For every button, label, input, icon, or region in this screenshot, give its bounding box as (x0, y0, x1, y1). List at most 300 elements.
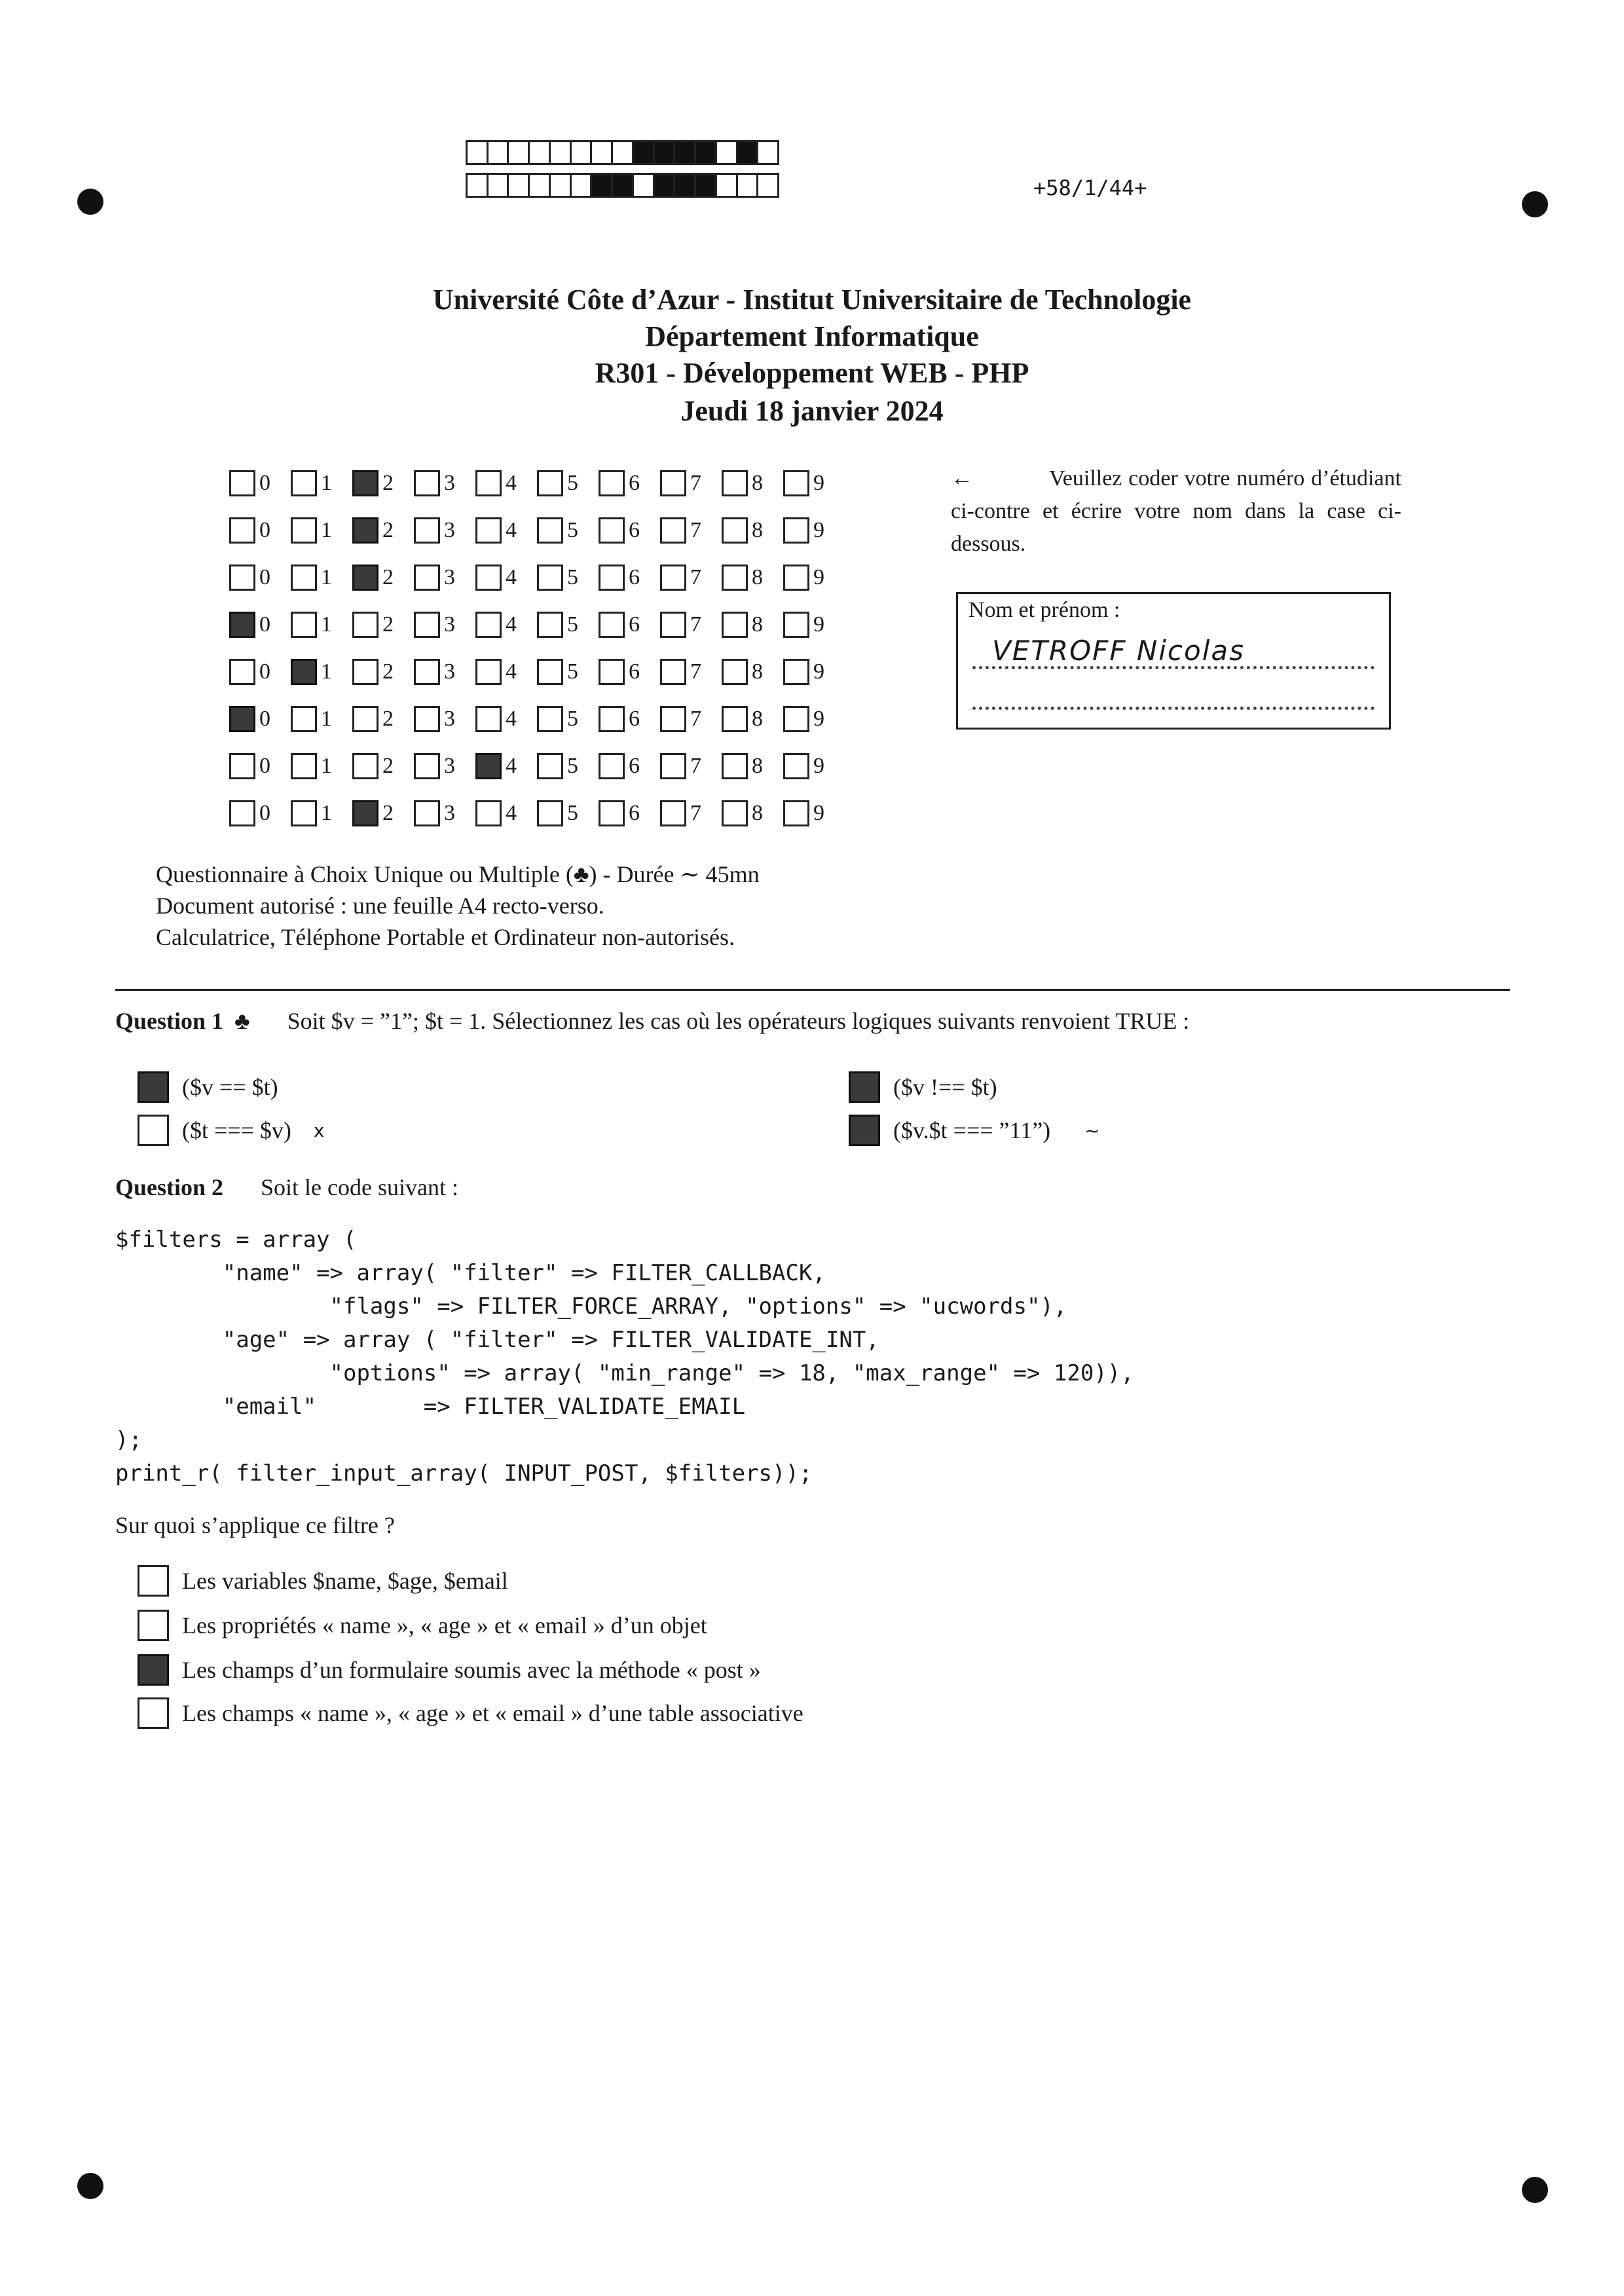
barcode-cell (611, 140, 634, 165)
digit-cell[interactable] (229, 470, 291, 496)
digit-checkbox[interactable] (660, 706, 686, 732)
digit-cell[interactable] (475, 706, 537, 732)
digit-checkbox[interactable] (352, 659, 378, 685)
digit-label: 0 (259, 754, 270, 778)
digit-cell[interactable] (229, 800, 291, 826)
digit-label: 2 (382, 471, 394, 495)
digit-cell[interactable] (783, 470, 845, 496)
digit-cell[interactable] (352, 565, 414, 591)
student-number-grid (229, 460, 845, 837)
digit-cell[interactable] (414, 706, 475, 732)
digit-label: 8 (752, 471, 763, 495)
digit-cell[interactable] (537, 612, 599, 638)
digit-checkbox[interactable] (537, 565, 563, 591)
digit-label: 2 (382, 707, 394, 731)
digit-label: 6 (629, 565, 640, 589)
student-number-row (229, 507, 845, 554)
digit-cell[interactable] (660, 612, 722, 638)
digit-label: 1 (321, 565, 332, 589)
digit-cell[interactable] (660, 470, 722, 496)
digit-checkbox[interactable] (722, 753, 748, 779)
q1-option-2[interactable] (849, 1071, 997, 1103)
barcode-cell (549, 140, 572, 165)
digit-checkbox[interactable] (660, 612, 686, 638)
digit-cell[interactable] (660, 706, 722, 732)
digit-label: 0 (259, 565, 270, 589)
q1-option-1-checkbox[interactable] (138, 1071, 169, 1103)
digit-checkbox[interactable] (229, 706, 255, 732)
digit-label: 7 (690, 801, 701, 825)
digit-cell[interactable] (660, 659, 722, 685)
registration-mark-top-left (77, 189, 103, 215)
q2-option-4-text: Les champs « name », « age » et « email » d’une table associative (182, 1700, 803, 1726)
digit-checkbox[interactable] (599, 753, 625, 779)
digit-cell[interactable] (475, 612, 537, 638)
digit-cell[interactable] (291, 659, 352, 685)
digit-cell[interactable] (414, 565, 475, 591)
digit-checkbox[interactable] (537, 753, 563, 779)
digit-checkbox[interactable] (414, 706, 440, 732)
digit-label: 2 (382, 801, 394, 825)
q2-option-2[interactable] (138, 1610, 707, 1641)
digit-cell[interactable] (537, 517, 599, 544)
digit-cell[interactable] (229, 706, 291, 732)
digit-cell[interactable] (352, 800, 414, 826)
digit-cell[interactable] (783, 612, 845, 638)
digit-checkbox[interactable] (475, 659, 502, 685)
digit-checkbox[interactable] (352, 706, 378, 732)
digit-checkbox[interactable] (783, 706, 809, 732)
digit-cell[interactable] (414, 753, 475, 779)
digit-label: 6 (629, 612, 640, 637)
digit-checkbox[interactable] (475, 753, 502, 779)
digit-cell[interactable] (537, 470, 599, 496)
instructions-text: Veuillez coder votre numéro d’étudiant ci-contre et écrire votre nom dans la case ci-dessous. (951, 466, 1401, 556)
digit-checkbox[interactable] (660, 753, 686, 779)
arrow-left-icon: ← (951, 466, 973, 491)
q1-option-3-mark: x (313, 1119, 325, 1141)
digit-label: 2 (382, 565, 394, 589)
barcode-cell (632, 140, 655, 165)
digit-label: 7 (690, 707, 701, 731)
digit-checkbox[interactable] (475, 565, 502, 591)
digit-checkbox[interactable] (229, 612, 255, 638)
digit-label: 6 (629, 471, 640, 495)
digit-checkbox[interactable] (229, 800, 255, 826)
question-2-label: Question 2 (115, 1174, 224, 1200)
digit-label: 5 (567, 565, 578, 589)
barcode-cell (487, 140, 509, 165)
digit-label: 5 (567, 707, 578, 731)
barcode-cell (611, 173, 634, 198)
digit-label: 6 (629, 707, 640, 731)
digit-cell[interactable] (352, 706, 414, 732)
student-number-row (229, 601, 845, 648)
digit-checkbox[interactable] (475, 470, 502, 496)
barcode-cell (715, 173, 738, 198)
digit-label: 7 (690, 754, 701, 778)
digit-checkbox[interactable] (352, 800, 378, 826)
digit-label: 0 (259, 801, 270, 825)
digit-label: 8 (752, 754, 763, 778)
digit-checkbox[interactable] (660, 659, 686, 685)
header-course: R301 - Développement WEB - PHP (595, 357, 1029, 389)
digit-checkbox[interactable] (229, 470, 255, 496)
digit-label: 9 (813, 801, 824, 825)
digit-checkbox[interactable] (352, 517, 378, 544)
digit-label: 2 (382, 659, 394, 684)
sheet-reference: +58/1/44+ (1033, 176, 1147, 200)
digit-cell[interactable] (291, 565, 352, 591)
digit-label: 7 (690, 471, 701, 495)
digit-label: 5 (567, 801, 578, 825)
digit-label: 9 (813, 612, 824, 637)
exam-info-line-2: Document autorisé : une feuille A4 recto-verso. (156, 893, 604, 919)
name-box[interactable] (956, 592, 1391, 730)
q1-option-4[interactable] (849, 1115, 1100, 1146)
digit-label: 0 (259, 518, 270, 542)
digit-checkbox[interactable] (722, 517, 748, 544)
digit-cell[interactable] (291, 612, 352, 638)
q2-option-4[interactable] (138, 1697, 803, 1729)
digit-cell[interactable] (537, 753, 599, 779)
barcode-cell (694, 173, 717, 198)
digit-label: 8 (752, 565, 763, 589)
digit-checkbox[interactable] (660, 800, 686, 826)
digit-checkbox[interactable] (475, 800, 502, 826)
digit-cell[interactable] (475, 517, 537, 544)
digit-label: 0 (259, 471, 270, 495)
barcode-cell (590, 173, 613, 198)
digit-checkbox[interactable] (722, 659, 748, 685)
digit-checkbox[interactable] (537, 800, 563, 826)
digit-cell[interactable] (291, 706, 352, 732)
digit-label: 9 (813, 659, 824, 684)
digit-cell[interactable] (537, 706, 599, 732)
php-code-block: $filters = array ( "name" => array( "filter" => FILTER_CALLBACK, "flags" => FILTER_FORCE_ARRAY, "options" => "ucwords"), "age" => array ( "filter" => FILTER_VALIDATE_INT, "options" => array( "min_range" => 18, "max_range" => 120)), "email" => FILTER_VALIDATE_EMAIL ); print_r( filter_input_array( INPUT_POST, $filters)); (115, 1227, 1134, 1487)
digit-checkbox[interactable] (722, 612, 748, 638)
digit-cell[interactable] (783, 517, 845, 544)
digit-cell[interactable] (599, 517, 660, 544)
digit-cell[interactable] (722, 753, 783, 779)
q1-option-4-text: ($v.$t === ”11”) (893, 1117, 1051, 1143)
digit-checkbox[interactable] (660, 565, 686, 591)
digit-checkbox[interactable] (414, 565, 440, 591)
digit-checkbox[interactable] (291, 659, 317, 685)
q1-option-3-checkbox[interactable] (138, 1115, 169, 1146)
digit-cell[interactable] (414, 659, 475, 685)
digit-checkbox[interactable] (229, 753, 255, 779)
digit-label: 9 (813, 518, 824, 542)
digit-cell[interactable] (599, 612, 660, 638)
digit-label: 5 (567, 659, 578, 684)
digit-checkbox[interactable] (722, 800, 748, 826)
digit-label: 3 (444, 565, 455, 589)
digit-label: 4 (506, 518, 517, 542)
digit-checkbox[interactable] (722, 706, 748, 732)
q2-option-1-checkbox[interactable] (138, 1565, 169, 1597)
barcode-cell (756, 173, 779, 198)
digit-checkbox[interactable] (599, 612, 625, 638)
q2-option-1-text: Les variables $name, $age, $email (182, 1568, 508, 1594)
q2-option-3-checkbox[interactable] (138, 1654, 169, 1686)
digit-label: 0 (259, 612, 270, 637)
digit-checkbox[interactable] (783, 659, 809, 685)
digit-checkbox[interactable] (291, 470, 317, 496)
digit-cell[interactable] (660, 565, 722, 591)
barcode-cell (653, 140, 676, 165)
digit-label: 4 (506, 612, 517, 637)
digit-checkbox[interactable] (722, 470, 748, 496)
digit-label: 8 (752, 659, 763, 684)
digit-checkbox[interactable] (291, 800, 317, 826)
digit-checkbox[interactable] (291, 753, 317, 779)
digit-checkbox[interactable] (783, 470, 809, 496)
barcode-cell (466, 173, 489, 198)
digit-label: 7 (690, 518, 701, 542)
digit-cell[interactable] (352, 659, 414, 685)
digit-label: 9 (813, 471, 824, 495)
digit-cell[interactable] (599, 565, 660, 591)
q2-option-2-checkbox[interactable] (138, 1610, 169, 1641)
digit-checkbox[interactable] (783, 800, 809, 826)
digit-cell[interactable] (537, 659, 599, 685)
digit-label: 5 (567, 612, 578, 637)
q1-option-3-text: ($t === $v) (182, 1117, 291, 1143)
digit-label: 7 (690, 659, 701, 684)
digit-checkbox[interactable] (291, 706, 317, 732)
digit-label: 1 (321, 612, 332, 637)
digit-cell[interactable] (475, 800, 537, 826)
q1-option-4-checkbox[interactable] (849, 1115, 880, 1146)
digit-cell[interactable] (722, 800, 783, 826)
digit-checkbox[interactable] (599, 659, 625, 685)
digit-cell[interactable] (229, 517, 291, 544)
digit-label: 3 (444, 707, 455, 731)
question-2-text: Soit le code suivant : (261, 1174, 458, 1200)
digit-checkbox[interactable] (291, 565, 317, 591)
digit-checkbox[interactable] (537, 612, 563, 638)
exam-info-line-1: Questionnaire à Choix Unique ou Multiple (♣) - Durée ∼ 45mn (156, 861, 760, 887)
digit-cell[interactable] (722, 706, 783, 732)
digit-label: 2 (382, 754, 394, 778)
digit-cell[interactable] (599, 470, 660, 496)
digit-checkbox[interactable] (475, 517, 502, 544)
digit-label: 4 (506, 471, 517, 495)
digit-cell[interactable] (660, 517, 722, 544)
digit-checkbox[interactable] (229, 517, 255, 544)
digit-label: 4 (506, 565, 517, 589)
digit-cell[interactable] (722, 517, 783, 544)
digit-checkbox[interactable] (660, 517, 686, 544)
digit-cell[interactable] (229, 565, 291, 591)
digit-checkbox[interactable] (414, 659, 440, 685)
digit-label: 3 (444, 612, 455, 637)
digit-checkbox[interactable] (599, 517, 625, 544)
header-department: Département Informatique (645, 320, 979, 352)
digit-checkbox[interactable] (783, 612, 809, 638)
barcode-cell (756, 140, 779, 165)
digit-checkbox[interactable] (229, 565, 255, 591)
digit-checkbox[interactable] (783, 753, 809, 779)
digit-checkbox[interactable] (352, 470, 378, 496)
digit-cell[interactable] (599, 753, 660, 779)
digit-cell[interactable] (783, 565, 845, 591)
barcode-cell (715, 140, 738, 165)
digit-label: 1 (321, 707, 332, 731)
digit-cell[interactable] (291, 753, 352, 779)
digit-label: 5 (567, 754, 578, 778)
digit-cell[interactable] (722, 565, 783, 591)
digit-checkbox[interactable] (414, 517, 440, 544)
digit-cell[interactable] (291, 800, 352, 826)
digit-cell[interactable] (475, 565, 537, 591)
digit-cell[interactable] (414, 517, 475, 544)
digit-cell[interactable] (414, 470, 475, 496)
dotted-line-2 (972, 707, 1375, 710)
q1-option-2-checkbox[interactable] (849, 1071, 880, 1103)
digit-checkbox[interactable] (599, 565, 625, 591)
digit-cell[interactable] (599, 800, 660, 826)
digit-cell[interactable] (783, 800, 845, 826)
digit-cell[interactable] (537, 565, 599, 591)
student-number-row (229, 790, 845, 837)
digit-checkbox[interactable] (414, 800, 440, 826)
digit-label: 9 (813, 707, 824, 731)
digit-cell[interactable] (722, 470, 783, 496)
digit-checkbox[interactable] (291, 612, 317, 638)
digit-checkbox[interactable] (229, 659, 255, 685)
digit-label: 5 (567, 471, 578, 495)
digit-label: 5 (567, 518, 578, 542)
dotted-line-1 (972, 666, 1375, 669)
digit-label: 3 (444, 754, 455, 778)
digit-checkbox[interactable] (352, 753, 378, 779)
digit-checkbox[interactable] (599, 470, 625, 496)
barcode-row-2 (468, 173, 779, 198)
digit-cell[interactable] (229, 659, 291, 685)
digit-checkbox[interactable] (660, 470, 686, 496)
barcode-cell (570, 140, 593, 165)
digit-checkbox[interactable] (414, 753, 440, 779)
digit-cell[interactable] (414, 800, 475, 826)
digit-label: 4 (506, 659, 517, 684)
digit-checkbox[interactable] (537, 706, 563, 732)
digit-cell[interactable] (599, 706, 660, 732)
name-label: Nom et prénom : (969, 598, 1120, 622)
handwritten-name: VETROFF Nicolas (992, 635, 1245, 667)
digit-label: 4 (506, 707, 517, 731)
digit-label: 6 (629, 754, 640, 778)
digit-label: 6 (629, 801, 640, 825)
digit-label: 3 (444, 518, 455, 542)
digit-label: 6 (629, 659, 640, 684)
barcode-cell (736, 173, 759, 198)
digit-cell[interactable] (291, 470, 352, 496)
digit-cell[interactable] (475, 753, 537, 779)
digit-checkbox[interactable] (475, 706, 502, 732)
q1-option-1[interactable] (138, 1071, 278, 1103)
barcode-cell (507, 173, 530, 198)
digit-label: 7 (690, 565, 701, 589)
q1-option-2-text: ($v !== $t) (893, 1074, 997, 1100)
digit-label: 3 (444, 659, 455, 684)
digit-cell[interactable] (599, 659, 660, 685)
digit-checkbox[interactable] (783, 565, 809, 591)
digit-cell[interactable] (229, 753, 291, 779)
q1-option-3[interactable] (138, 1115, 324, 1146)
digit-cell[interactable] (352, 753, 414, 779)
digit-label: 1 (321, 518, 332, 542)
digit-checkbox[interactable] (352, 565, 378, 591)
digit-cell[interactable] (722, 659, 783, 685)
digit-label: 4 (506, 801, 517, 825)
q2-option-1[interactable] (138, 1565, 508, 1597)
digit-checkbox[interactable] (722, 565, 748, 591)
digit-cell[interactable] (475, 659, 537, 685)
barcode-cell (694, 140, 717, 165)
digit-cell[interactable] (352, 517, 414, 544)
digit-cell[interactable] (722, 612, 783, 638)
digit-cell[interactable] (475, 470, 537, 496)
digit-cell[interactable] (783, 659, 845, 685)
digit-label: 8 (752, 801, 763, 825)
digit-cell[interactable] (352, 612, 414, 638)
digit-label: 8 (752, 707, 763, 731)
student-number-row (229, 460, 845, 507)
digit-cell[interactable] (414, 612, 475, 638)
header-university: Université Côte d’Azur - Institut Universitaire de Technologie (432, 284, 1192, 316)
digit-checkbox[interactable] (475, 612, 502, 638)
digit-checkbox[interactable] (291, 517, 317, 544)
digit-label: 0 (259, 659, 270, 684)
q1-option-4-mark: ~ (1084, 1119, 1100, 1141)
digit-label: 1 (321, 659, 332, 684)
digit-checkbox[interactable] (537, 659, 563, 685)
q2-option-3[interactable] (138, 1654, 761, 1686)
digit-cell[interactable] (291, 517, 352, 544)
digit-checkbox[interactable] (352, 612, 378, 638)
digit-label: 7 (690, 612, 701, 637)
digit-cell[interactable] (660, 753, 722, 779)
barcode-cell (466, 140, 489, 165)
q2-option-4-checkbox[interactable] (138, 1697, 169, 1729)
registration-mark-bottom-right (1522, 2177, 1548, 2203)
digit-cell[interactable] (537, 800, 599, 826)
instructions (951, 462, 1401, 561)
digit-cell[interactable] (352, 470, 414, 496)
digit-checkbox[interactable] (414, 470, 440, 496)
digit-checkbox[interactable] (599, 706, 625, 732)
exam-info-line-3: Calculatrice, Téléphone Portable et Ordinateur non-autorisés. (156, 924, 735, 950)
digit-cell[interactable] (783, 706, 845, 732)
digit-label: 1 (321, 471, 332, 495)
digit-checkbox[interactable] (414, 612, 440, 638)
digit-label: 2 (382, 518, 394, 542)
digit-cell[interactable] (660, 800, 722, 826)
digit-cell[interactable] (783, 753, 845, 779)
digit-cell[interactable] (229, 612, 291, 638)
separator-line (115, 989, 1510, 991)
digit-checkbox[interactable] (537, 470, 563, 496)
digit-checkbox[interactable] (537, 517, 563, 544)
q2-option-2-text: Les propriétés « name », « age » et « email » d’un objet (182, 1612, 707, 1639)
digit-checkbox[interactable] (783, 517, 809, 544)
barcode-cell (507, 140, 530, 165)
digit-checkbox[interactable] (599, 800, 625, 826)
barcode-cell (590, 140, 613, 165)
digit-label: 3 (444, 471, 455, 495)
